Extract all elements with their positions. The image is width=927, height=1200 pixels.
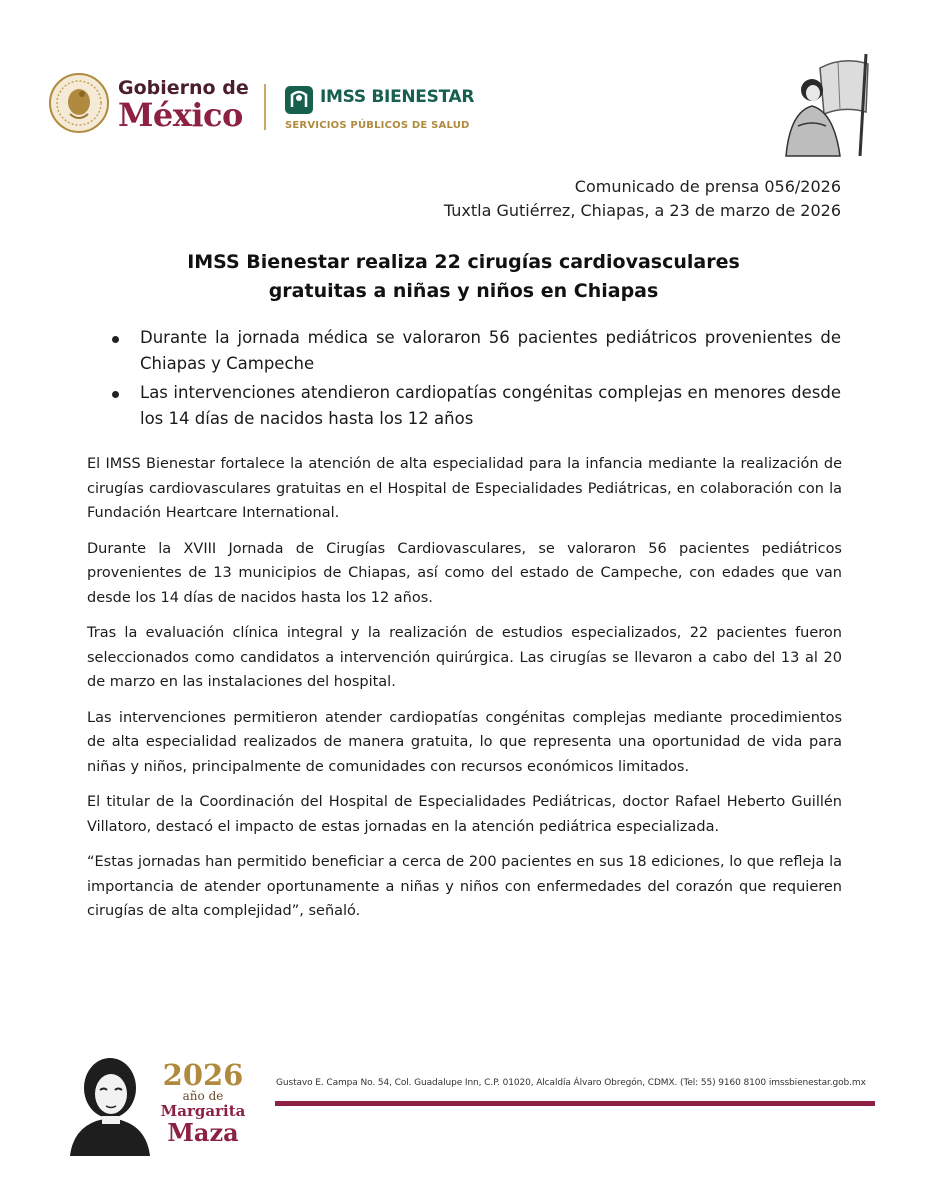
logo-divider	[264, 84, 266, 130]
highlight-text: Durante la jornada médica se valoraron 56 pacientes pediátricos provenientes de Chiapas y Campeche	[140, 328, 841, 373]
highlights-list	[110, 325, 841, 435]
year-name-first: Margarita	[160, 1102, 246, 1120]
gobierno-de-mexico-logo	[118, 78, 249, 132]
body-paragraph: El IMSS Bienestar fortalece la atención de alta especialidad para la infancia mediante la realización de cirugías cardiovasculares gratuitas en el Hospital de Especialidades Pediátricas, en colaboración con la Fundación Heartcare International.	[87, 456, 842, 521]
imss-bienestar-subtitle: SERVICIOS PÚBLICOS DE SALUD	[285, 120, 470, 131]
page-header	[0, 0, 927, 170]
year-number: 2026	[162, 1058, 244, 1092]
bullet-icon	[112, 391, 119, 398]
press-release-title	[100, 248, 827, 306]
highlight-item	[110, 325, 841, 377]
year-dedication	[158, 1060, 248, 1146]
footer-rule	[275, 1101, 875, 1106]
release-number: Comunicado de prensa 056/2026	[574, 177, 841, 196]
margarita-maza-portrait-icon	[60, 1052, 160, 1156]
woman-with-flag-icon	[768, 50, 876, 158]
body-paragraph: Durante la XVIII Jornada de Cirugías Cardiovasculares, se valoraron 56 pacientes pediátricos provenientes de 13 municipios de Chiapas, así como del estado de Campeche, con edades que van desde los 14 días de nacidos hasta los 12 años.	[87, 540, 842, 606]
body-paragraph-quote: “Estas jornadas han permitido beneficiar a cerca de 200 pacientes en sus 18 ediciones, lo que refleja la importancia de atender oportunamente a niñas y niños con enfermedades del corazón que requieren cirugías de alta complejidad”, señaló.	[87, 854, 842, 919]
place-and-date: Tuxtla Gutiérrez, Chiapas, a 23 de marzo de 2026	[443, 201, 841, 220]
press-release-body	[87, 452, 842, 935]
footer-address: Gustavo E. Campa No. 54, Col. Guadalupe Inn, C.P. 01020, Alcaldía Álvaro Obregón, CDMX. (Tel: 55) 9160 8100 imssbienestar.gob.mx	[276, 1078, 866, 1088]
body-paragraph: Tras la evaluación clínica integral y la realización de estudios especializados, 22 pacientes fueron seleccionados como candidatos a intervención quirúrgica. Las cirugías se llevaron a cabo del 13 al 20 de marzo en las instalaciones del hospital.	[87, 625, 842, 690]
year-name-last: Maza	[167, 1118, 239, 1147]
dateline	[444, 175, 841, 223]
year-prefix: año de	[182, 1089, 224, 1103]
body-paragraph: Las intervenciones permitieron atender cardiopatías congénitas complejas mediante procedimientos de alta especialidad realizados de manera gratuita, lo que representa una oportunidad de vida para niñas y niños, principalmente de comunidades con recursos económicos limitados.	[87, 709, 842, 775]
gobierno-line1: Gobierno de	[118, 77, 249, 99]
gobierno-line2: México	[118, 96, 243, 134]
title-line-2: gratuitas a niñas y niños en Chiapas	[268, 280, 659, 302]
page-footer	[0, 1040, 927, 1200]
imss-bienestar-emblem-icon	[284, 85, 314, 115]
highlight-text: Las intervenciones atendieron cardiopatías congénitas complejas en menores desde los 14 días de nacidos hasta los 12 años	[140, 383, 841, 428]
imss-bienestar-name: IMSS BIENESTAR	[320, 87, 475, 107]
title-line-1: IMSS Bienestar realiza 22 cirugías cardiovasculares	[187, 251, 740, 273]
national-seal-icon	[48, 72, 110, 134]
body-paragraph: El titular de la Coordinación del Hospital de Especialidades Pediátricas, doctor Rafael Heberto Guillén Villatoro, destacó el impacto de estas jornadas en la atención pediátrica especializada.	[87, 794, 842, 835]
highlight-item	[110, 380, 841, 432]
bullet-icon	[112, 336, 119, 343]
